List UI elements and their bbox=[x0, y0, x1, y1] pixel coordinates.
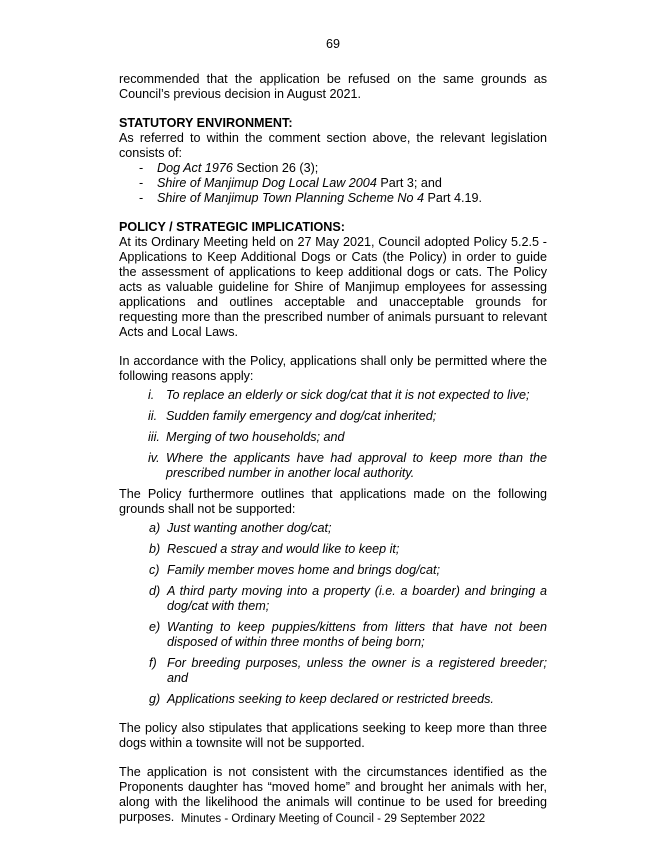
item-text: Wanting to keep puppies/kittens from litters that have not been disposed of within three months of being born; bbox=[167, 620, 547, 649]
item-text: Family member moves home and brings dog/cat; bbox=[167, 563, 440, 577]
legislation-list bbox=[119, 161, 547, 206]
legislation-section: Section 26 (3); bbox=[232, 161, 319, 175]
unsupported-grounds-list bbox=[119, 521, 547, 707]
list-item bbox=[119, 430, 547, 445]
item-text: For breeding purposes, unless the owner is a registered breeder; and bbox=[167, 656, 547, 685]
item-text: Applications seeking to keep declared or restricted breeds. bbox=[167, 692, 494, 706]
policy-paragraph-5: The application is not consistent with the circumstances identified as the Proponents daughter has “moved home” and brought her animals with her, along with the likelihood the animals will continue to be used for breeding purposes. bbox=[119, 765, 547, 824]
policy-paragraph-3: The Policy furthermore outlines that applications made on the following grounds shall not be supported: bbox=[119, 487, 547, 516]
item-text: Just wanting another dog/cat; bbox=[167, 521, 332, 535]
statutory-intro: As referred to within the comment section above, the relevant legislation consists of: bbox=[119, 131, 547, 160]
list-item bbox=[119, 542, 547, 557]
item-letter: e) bbox=[149, 620, 161, 634]
list-item bbox=[119, 388, 547, 403]
legislation-section: Part 3; and bbox=[376, 176, 442, 190]
item-letter: b) bbox=[149, 542, 161, 556]
dash-bullet: - bbox=[139, 191, 144, 205]
list-item bbox=[119, 584, 547, 614]
item-number: i. bbox=[148, 388, 155, 402]
dash-bullet: - bbox=[139, 176, 144, 190]
policy-paragraph-2: In accordance with the Policy, applications shall only be permitted where the following reasons apply: bbox=[119, 354, 547, 383]
legislation-title: Dog Act 1976 bbox=[157, 161, 233, 175]
list-item bbox=[119, 656, 547, 686]
legislation-item bbox=[119, 176, 547, 191]
page-content bbox=[119, 72, 547, 825]
list-item bbox=[119, 521, 547, 536]
item-letter: g) bbox=[149, 692, 161, 706]
policy-paragraph-1: At its Ordinary Meeting held on 27 May 2021, Council adopted Policy 5.2.5 - Applications to Keep Additional Dogs or Cats (the Policy) in order to guide the assessment of applications to keep additional dogs or cats. The Policy acts as valuable guideline for Shire of Manjimup employees for assessing applications and outlines acceptable and unacceptable grounds for requesting more than the prescribed number of animals pursuant to relevant Acts and Local Laws. bbox=[119, 235, 547, 339]
permitted-reasons-list bbox=[119, 388, 547, 481]
item-number: iii. bbox=[148, 430, 160, 444]
list-item bbox=[119, 451, 547, 481]
legislation-item bbox=[119, 161, 547, 176]
item-text: Merging of two households; and bbox=[166, 430, 345, 444]
policy-heading: POLICY / STRATEGIC IMPLICATIONS: bbox=[119, 220, 345, 234]
item-letter: c) bbox=[149, 563, 160, 577]
item-number: ii. bbox=[148, 409, 158, 423]
legislation-section: Part 4.19. bbox=[423, 191, 483, 205]
item-text: A third party moving into a property (i.e. a boarder) and bringing a dog/cat with them; bbox=[167, 584, 547, 613]
policy-paragraph-4: The policy also stipulates that applications seeking to keep more than three dogs within a townsite will not be supported. bbox=[119, 721, 547, 750]
item-letter: f) bbox=[149, 656, 157, 670]
legislation-title: Shire of Manjimup Dog Local Law 2004 bbox=[157, 176, 377, 190]
list-item bbox=[119, 692, 547, 707]
item-number: iv. bbox=[148, 451, 160, 465]
item-text: To replace an elderly or sick dog/cat that it is not expected to live; bbox=[166, 388, 530, 402]
item-text: Rescued a stray and would like to keep it; bbox=[167, 542, 400, 556]
legislation-item bbox=[119, 191, 547, 206]
item-text: Where the applicants have had approval to keep more than the prescribed number in another local authority. bbox=[166, 451, 547, 480]
item-text: Sudden family emergency and dog/cat inherited; bbox=[166, 409, 437, 423]
legislation-title: Shire of Manjimup Town Planning Scheme No 4 bbox=[157, 191, 424, 205]
statutory-heading: STATUTORY ENVIRONMENT: bbox=[119, 116, 293, 130]
intro-paragraph: recommended that the application be refused on the same grounds as Council’s previous decision in August 2021. bbox=[119, 72, 547, 101]
item-letter: a) bbox=[149, 521, 161, 535]
list-item bbox=[119, 620, 547, 650]
page-footer: Minutes - Ordinary Meeting of Council - 29 September 2022 bbox=[180, 813, 486, 825]
item-letter: d) bbox=[149, 584, 161, 598]
dash-bullet: - bbox=[139, 161, 144, 175]
list-item bbox=[119, 563, 547, 578]
list-item bbox=[119, 409, 547, 424]
page-number: 69 bbox=[325, 37, 340, 51]
